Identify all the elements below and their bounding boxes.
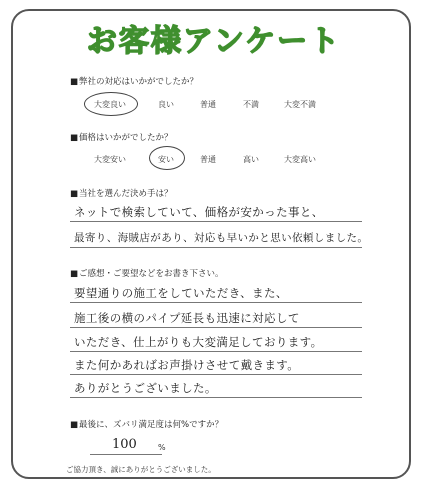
q1-option-good[interactable]: 良い xyxy=(158,100,174,109)
q4-answer-line-3: いただき、仕上がりも大変満足しております。 xyxy=(74,335,323,349)
q3-answer-line-1: ネットで検索していて、価格が安かった事と、 xyxy=(74,205,324,219)
q1-option-unsatisfied[interactable]: 不満 xyxy=(243,100,259,109)
satisfaction-score: 100 xyxy=(112,437,137,452)
q2-option-normal[interactable]: 普通 xyxy=(200,155,216,164)
thank-you-footer: ご協力頂き、誠にありがとうございました。 xyxy=(66,465,216,474)
percent-unit: % xyxy=(158,443,166,452)
question-2-label: ■ 価格はいかがでしたか？ xyxy=(70,131,173,143)
question-3-label: ■ 当社を選んだ決め手は？ xyxy=(70,187,173,199)
q4-answer-line-5: ありがとうございました。 xyxy=(74,381,217,395)
q2-option-very-expensive[interactable]: 大変高い xyxy=(284,155,316,164)
q4-answer-line-1: 要望通りの施工をしていただき、また、 xyxy=(74,286,288,300)
q2-option-expensive[interactable]: 高い xyxy=(243,155,259,164)
q1-option-very-unsatisfied[interactable]: 大変不満 xyxy=(284,100,316,109)
answer-rule xyxy=(70,374,362,375)
answer-rule xyxy=(70,302,362,303)
question-4-label: ■ ご感想・ご要望などをお書き下さい。 xyxy=(70,267,224,279)
q4-answer-line-2: 施工後の横のパイプ延長も迅速に対応して xyxy=(74,311,300,325)
q3-answer-line-2: 最寄り、海賊店があり、対応も早いかと思い依頼しました。 xyxy=(74,232,369,244)
q2-option-very-cheap[interactable]: 大変安い xyxy=(94,155,126,164)
answer-rule xyxy=(70,221,362,222)
q2-option-cheap[interactable]: 安い xyxy=(158,155,174,164)
answer-rule xyxy=(70,327,362,328)
score-rule xyxy=(90,454,162,455)
survey-title: お客様アンケート xyxy=(86,24,342,59)
q1-option-normal[interactable]: 普通 xyxy=(200,100,216,109)
q1-option-very-good[interactable]: 大変良い xyxy=(94,100,126,109)
question-1-label: ■ 弊社の対応はいかがでしたか？ xyxy=(70,75,198,87)
answer-rule xyxy=(70,351,362,352)
answer-rule xyxy=(70,247,362,248)
answer-rule xyxy=(70,397,362,398)
question-5-label: ■ 最後に、ズバリ満足度は何%ですか？ xyxy=(70,418,223,430)
q4-answer-line-4: また何かあればお声掛けさせて戴きます。 xyxy=(74,358,300,372)
